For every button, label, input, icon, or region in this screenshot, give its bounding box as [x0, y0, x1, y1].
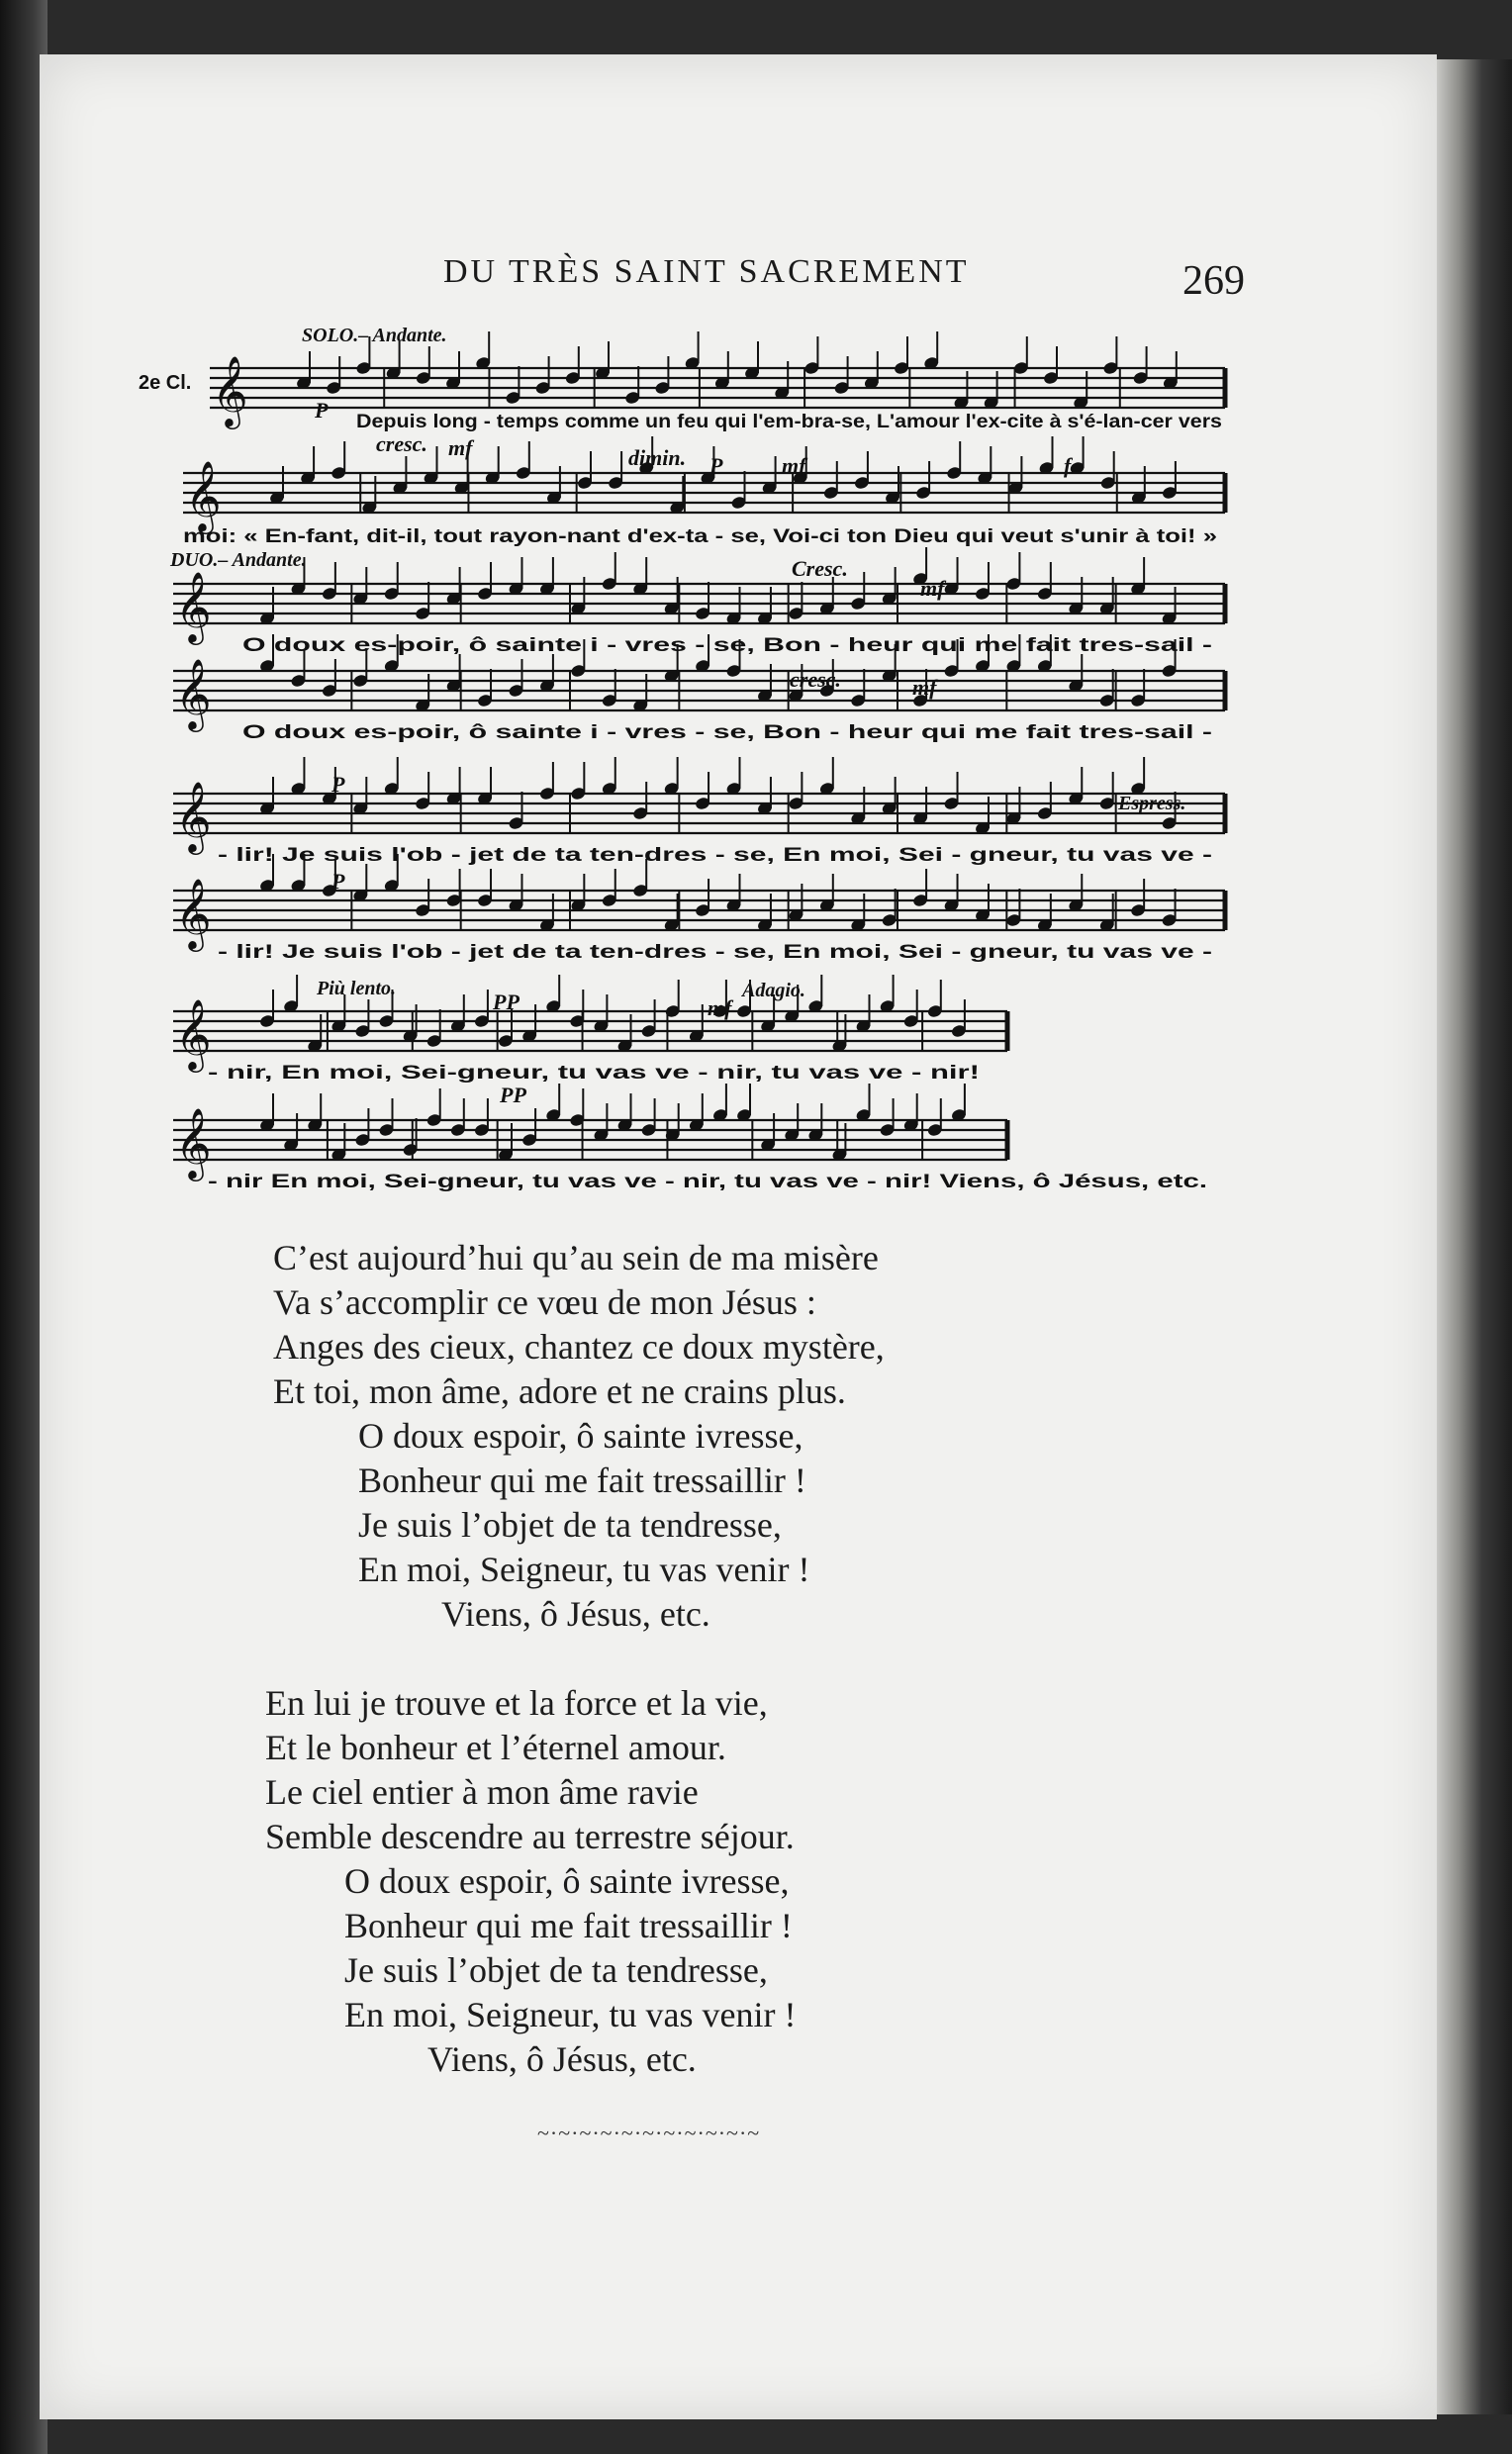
- lyric-solo-1: Depuis long - temps comme un feu qui l'em-bra-se, L'amour l'ex-cite à s'é-lan-cer vers: [356, 412, 1222, 432]
- treble-clef-icon: 𝄞: [175, 780, 212, 852]
- dynamic-f: f: [1064, 453, 1072, 478]
- dynamic-cresc-3: cresc.: [790, 667, 841, 692]
- stanza-1-refrain-5: Viens, ô Jésus, etc.: [441, 1594, 710, 1634]
- dynamic-mf-5: mf: [708, 995, 732, 1020]
- dynamic-dimin: dimin.: [628, 445, 687, 470]
- lyric-duo-a2: - lir! Je suis l'ob - jet de ta ten-dres - se, En moi, Sei - gneur, tu vas ve -: [218, 845, 1212, 866]
- stanza-2-line-4: Semble descendre au terrestre séjour.: [265, 1817, 795, 1856]
- dynamic-mf-3: mf: [920, 576, 945, 601]
- dynamic-mf-4: mf: [912, 675, 937, 700]
- stanza-2-refrain-3: Je suis l’objet de ta tendresse,: [344, 1950, 768, 1990]
- stanza-2-line-1: En lui je trouve et la force et la vie,: [265, 1683, 768, 1723]
- stanza-2-refrain-5: Viens, ô Jésus, etc.: [427, 2039, 697, 2079]
- treble-clef-icon: 𝄞: [175, 1106, 212, 1179]
- staff-lines: [173, 354, 1225, 1181]
- dynamic-pp-1: PP: [493, 990, 520, 1014]
- stanza-1-refrain-3: Je suis l’objet de ta tendresse,: [358, 1505, 782, 1545]
- dynamic-mf-1: mf: [448, 435, 473, 460]
- stanza-1-refrain-2: Bonheur qui me fait tressaillir !: [358, 1461, 806, 1500]
- lyric-duo-b3: - nir En moi, Sei-gneur, tu vas ve - nir, tu vas ve - nir! Viens, ô Jésus, etc.: [208, 1172, 1207, 1192]
- stanza-1-refrain-1: O doux espoir, ô sainte ivresse,: [358, 1416, 803, 1456]
- lyric-duo-b1: O doux es-poir, ô sainte i - vres - se, Bon - heur qui me fait tres-sail -: [242, 722, 1212, 743]
- stanza-1-refrain-4: En moi, Seigneur, tu vas venir !: [358, 1550, 810, 1589]
- treble-clef-icon: 𝄞: [185, 459, 222, 531]
- end-ornament: ~·~·~·~·~·~·~·~·~·~·~: [537, 2121, 761, 2145]
- lyric-duo-a3: - nir, En moi, Sei-gneur, tu vas ve - nir, tu vas ve - nir!: [208, 1063, 980, 1084]
- running-title: DU TRÈS SAINT SACREMENT: [443, 253, 970, 290]
- dynamic-p-2: P: [709, 453, 723, 478]
- stanza-1-line-3: Anges des cieux, chantez ce doux mystère,: [273, 1327, 885, 1367]
- stanza-2-line-3: Le ciel entier à mon âme ravie: [265, 1772, 699, 1812]
- lyric-solo-2: moi: « En-fant, dit-il, tout rayon-nant d'ex-ta - se, Voi-ci ton Dieu qui veut s'unir à toi! »: [183, 526, 1217, 547]
- stanza-2-line-2: Et le bonheur et l’éternel amour.: [265, 1728, 726, 1767]
- treble-clef-icon: 𝄞: [175, 997, 212, 1070]
- lyric-duo-b2: - lir! Je suis l'ob - jet de ta ten-dres - se, En moi, Sei - gneur, tu vas ve -: [218, 942, 1212, 963]
- dynamic-p-1: P: [315, 398, 329, 423]
- stanza-2-refrain-2: Bonheur qui me fait tressaillir !: [344, 1906, 793, 1945]
- treble-clef-icon: 𝄞: [175, 570, 212, 642]
- piu-lento-label: Più lento.: [317, 978, 397, 999]
- stanza-1-line-4: Et toi, mon âme, adore et ne crains plus.: [273, 1371, 846, 1411]
- voice-label: 2e Cl.: [139, 372, 192, 394]
- stanza-2-refrain-1: O doux espoir, ô sainte ivresse,: [344, 1861, 790, 1901]
- dynamic-pp-2: PP: [500, 1083, 526, 1107]
- lyric-duo-a1: O doux es-poir, ô sainte i - vres - se, Bon - heur qui me fait tres-sail -: [242, 635, 1212, 656]
- dynamic-mf-2: mf: [782, 453, 806, 478]
- dynamic-p-4: P: [331, 869, 345, 894]
- treble-clef-icon: 𝄞: [175, 657, 212, 729]
- solo-label: SOLO.– Andante.: [302, 325, 447, 346]
- stanza-1-line-1: C’est aujourd’hui qu’au sein de ma misère: [273, 1238, 879, 1277]
- duo-label: DUO.– Andante.: [170, 549, 307, 571]
- adagio-label: Adagio.: [742, 980, 805, 1001]
- dynamic-cresc-2: Cresc.: [792, 556, 848, 581]
- dynamic-cresc-1: cresc.: [376, 431, 427, 456]
- dynamic-p-3: P: [331, 772, 345, 797]
- treble-clef-icon: 𝄞: [175, 877, 212, 949]
- page-number: 269: [1182, 258, 1245, 304]
- stanza-2-refrain-4: En moi, Seigneur, tu vas venir !: [344, 1995, 797, 2034]
- espress-label: Espress.: [1118, 793, 1186, 814]
- treble-clef-icon: 𝄞: [212, 354, 248, 426]
- stanza-1-line-2: Va s’accomplir ce vœu de mon Jésus :: [273, 1282, 816, 1322]
